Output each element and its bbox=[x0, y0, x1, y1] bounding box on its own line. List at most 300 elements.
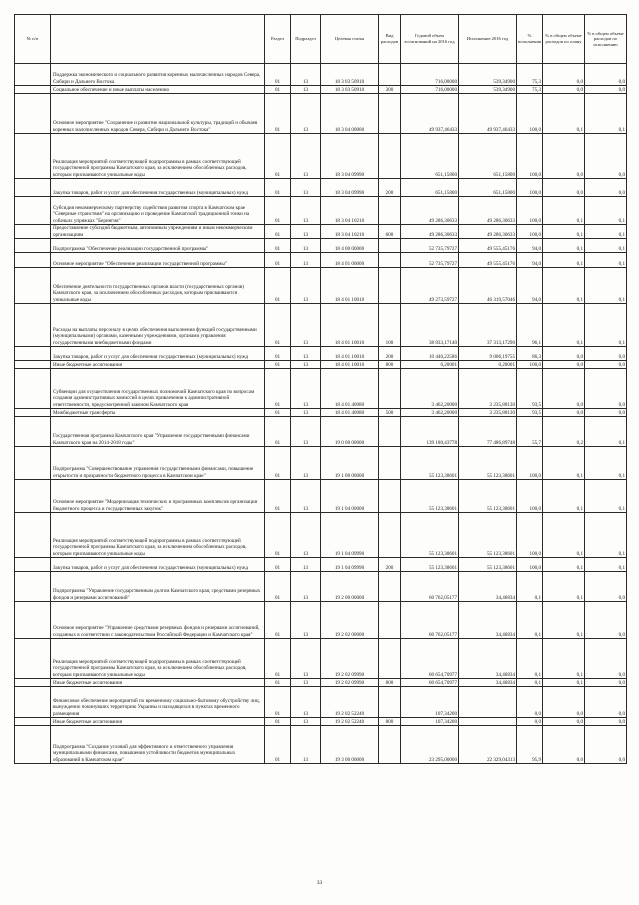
cell-num bbox=[15, 572, 51, 602]
cell-section: 01 bbox=[265, 480, 291, 513]
table-row bbox=[15, 369, 627, 409]
cell-percent-execution: 100,0 bbox=[517, 558, 543, 572]
cell-target-article: 18 4 00 00000 bbox=[321, 239, 379, 253]
cell-execution: 34,46834 bbox=[459, 679, 517, 687]
cell-item-name: Государственная программа Камчатского края "Управление государственными финансами Камчатского края на 2014-2018 годы" bbox=[51, 417, 265, 447]
cell-expense-type: 200 bbox=[379, 558, 401, 572]
cell-execution: 651,15800 bbox=[459, 179, 517, 197]
table-row bbox=[15, 64, 627, 86]
header-annual-plan: Годовой объем ассигнований на 2016 год bbox=[401, 15, 459, 64]
cell-num bbox=[15, 304, 51, 347]
table-body bbox=[15, 64, 627, 764]
cell-num bbox=[15, 558, 51, 572]
cell-share-execution: 0,0 bbox=[585, 369, 627, 409]
cell-share-execution: 0,0 bbox=[585, 687, 627, 718]
cell-num bbox=[15, 679, 51, 687]
cell-share-execution: 0,0 bbox=[585, 134, 627, 179]
cell-share-execution: 0,0 bbox=[585, 86, 627, 94]
cell-share-plan: 0,0 bbox=[543, 64, 585, 86]
cell-expense-type: 200 bbox=[379, 347, 401, 361]
table-row bbox=[15, 361, 627, 369]
cell-num bbox=[15, 268, 51, 304]
cell-expense-type bbox=[379, 197, 401, 225]
cell-annual-plan: 716,00000 bbox=[401, 64, 459, 86]
cell-share-execution: 0,1 bbox=[585, 225, 627, 239]
cell-share-plan: 0,0 bbox=[543, 86, 585, 94]
cell-subsection: 13 bbox=[291, 197, 321, 225]
cell-expense-type bbox=[379, 268, 401, 304]
cell-share-plan: 0,1 bbox=[543, 225, 585, 239]
cell-execution: 34,46834 bbox=[459, 639, 517, 679]
cell-execution: 55 123,38601 bbox=[459, 558, 517, 572]
cell-annual-plan: 716,00000 bbox=[401, 86, 459, 94]
cell-expense-type bbox=[379, 134, 401, 179]
cell-subsection: 13 bbox=[291, 361, 321, 369]
table-row bbox=[15, 480, 627, 513]
cell-subsection: 13 bbox=[291, 347, 321, 361]
cell-percent-execution: 95,9 bbox=[517, 726, 543, 764]
cell-execution: 539,34900 bbox=[459, 64, 517, 86]
cell-subsection: 13 bbox=[291, 369, 321, 409]
cell-annual-plan: 60 762,05177 bbox=[401, 572, 459, 602]
cell-annual-plan: 49 286,30633 bbox=[401, 225, 459, 239]
cell-num bbox=[15, 726, 51, 764]
cell-item-name: Поддержка экономического и социального развития коренных малочисленных народов Севера, Сибири и Дальнего Востока bbox=[51, 64, 265, 86]
cell-expense-type: 800 bbox=[379, 361, 401, 369]
cell-expense-type bbox=[379, 369, 401, 409]
cell-annual-plan: 23 295,00000 bbox=[401, 726, 459, 764]
cell-share-plan: 0,1 bbox=[543, 558, 585, 572]
cell-item-name: Закупка товаров, работ и услуг для обеспечения государственных (муниципальных) нужд bbox=[51, 347, 265, 361]
cell-share-execution: 0,0 bbox=[585, 718, 627, 726]
cell-subsection: 13 bbox=[291, 558, 321, 572]
cell-target-article: 19 1 04 09990 bbox=[321, 513, 379, 558]
cell-share-plan: 0,1 bbox=[543, 253, 585, 268]
cell-target-article: 18 3 04 09990 bbox=[321, 179, 379, 197]
cell-target-article: 19 1 04 00000 bbox=[321, 480, 379, 513]
cell-expense-type: 800 bbox=[379, 679, 401, 687]
cell-item-name: Иные бюджетные ассигнования bbox=[51, 361, 265, 369]
cell-target-article: 18 3 04 10210 bbox=[321, 225, 379, 239]
cell-execution: 22 329,04313 bbox=[459, 726, 517, 764]
cell-percent-execution: 0,1 bbox=[517, 602, 543, 639]
cell-item-name: Субсидия некоммерческому партнерству содействия развития спорта в Камчатском крае "Северные странствия" на организацию и проведение Камчатской традиционной гонки на собачьих упряжках "Берингия" bbox=[51, 197, 265, 225]
cell-expense-type bbox=[379, 480, 401, 513]
table-row bbox=[15, 179, 627, 197]
cell-section: 01 bbox=[265, 94, 291, 134]
cell-subsection: 13 bbox=[291, 718, 321, 726]
cell-share-plan: 0,0 bbox=[543, 409, 585, 417]
cell-percent-execution: 100,0 bbox=[517, 447, 543, 480]
cell-execution: 55 123,38601 bbox=[459, 447, 517, 480]
cell-target-article: 18 3 04 09990 bbox=[321, 134, 379, 179]
cell-section: 01 bbox=[265, 513, 291, 558]
cell-section: 01 bbox=[265, 134, 291, 179]
cell-num bbox=[15, 197, 51, 225]
cell-subsection: 13 bbox=[291, 179, 321, 197]
cell-share-plan: 0,1 bbox=[543, 639, 585, 679]
cell-target-article: 18 4 01 10010 bbox=[321, 361, 379, 369]
cell-subsection: 13 bbox=[291, 639, 321, 679]
cell-subsection: 13 bbox=[291, 687, 321, 718]
cell-section: 01 bbox=[265, 687, 291, 718]
cell-num bbox=[15, 409, 51, 417]
cell-share-execution: 0,0 bbox=[585, 361, 627, 369]
cell-share-execution: 0,1 bbox=[585, 268, 627, 304]
cell-annual-plan: 49 273,59727 bbox=[401, 268, 459, 304]
cell-execution: 49 286,30633 bbox=[459, 225, 517, 239]
cell-share-execution: 0,0 bbox=[585, 679, 627, 687]
cell-item-name: Субвенции для осуществления государственных полномочий Камчатского края по вопросам создания административных комиссий в целях привлечения к административной ответственности, предусмотренной законом Камчатского края bbox=[51, 369, 265, 409]
cell-execution: 37 313,17290 bbox=[459, 304, 517, 347]
cell-subsection: 13 bbox=[291, 417, 321, 447]
cell-execution: 46 319,57046 bbox=[459, 268, 517, 304]
cell-item-name: Закупка товаров, работ и услуг для обеспечения государственных (муниципальных) нужд bbox=[51, 558, 265, 572]
cell-share-execution: 0,1 bbox=[585, 513, 627, 558]
cell-share-execution: 0,0 bbox=[585, 726, 627, 764]
cell-subsection: 13 bbox=[291, 64, 321, 86]
cell-expense-type bbox=[379, 602, 401, 639]
cell-num bbox=[15, 369, 51, 409]
cell-annual-plan: 60 762,05177 bbox=[401, 602, 459, 639]
cell-target-article: 19 2 00 00000 bbox=[321, 572, 379, 602]
cell-percent-execution: 75,3 bbox=[517, 64, 543, 86]
cell-item-name: Закупка товаров, работ и услуг для обеспечения государственных (муниципальных) нужд bbox=[51, 179, 265, 197]
cell-item-name: Подпрограмма "Совершенствование управления государственными финансами, повышение открытости и прозрачности бюджетного процесса в Камчатском крае" bbox=[51, 447, 265, 480]
cell-annual-plan: 52 735,79727 bbox=[401, 239, 459, 253]
cell-expense-type bbox=[379, 572, 401, 602]
cell-annual-plan: 55 123,38601 bbox=[401, 480, 459, 513]
cell-expense-type: 100 bbox=[379, 304, 401, 347]
cell-num bbox=[15, 718, 51, 726]
cell-execution: 55 123,38601 bbox=[459, 513, 517, 558]
cell-section: 01 bbox=[265, 347, 291, 361]
cell-item-name: Основное мероприятие "Обеспечение реализации государственной программы" bbox=[51, 253, 265, 268]
cell-percent-execution: 100,0 bbox=[517, 134, 543, 179]
cell-percent-execution: 0,0 bbox=[517, 687, 543, 718]
cell-share-plan: 0,0 bbox=[543, 718, 585, 726]
table-row bbox=[15, 197, 627, 225]
cell-percent-execution: 93,5 bbox=[517, 409, 543, 417]
cell-expense-type bbox=[379, 253, 401, 268]
cell-execution: 9 006,19755 bbox=[459, 347, 517, 361]
cell-annual-plan: 107,34200 bbox=[401, 718, 459, 726]
cell-section: 01 bbox=[265, 726, 291, 764]
cell-section: 01 bbox=[265, 369, 291, 409]
table-row bbox=[15, 409, 627, 417]
table-row bbox=[15, 304, 627, 347]
cell-subsection: 13 bbox=[291, 225, 321, 239]
cell-annual-plan: 139 180,43778 bbox=[401, 417, 459, 447]
cell-section: 01 bbox=[265, 639, 291, 679]
table-row bbox=[15, 268, 627, 304]
cell-annual-plan: 0,20001 bbox=[401, 361, 459, 369]
cell-num bbox=[15, 239, 51, 253]
cell-share-plan: 0,1 bbox=[543, 268, 585, 304]
cell-item-name: Иные бюджетные ассигнования bbox=[51, 679, 265, 687]
table-row bbox=[15, 417, 627, 447]
budget-execution-table bbox=[14, 14, 627, 764]
cell-num bbox=[15, 513, 51, 558]
cell-target-article: 18 3 04 10210 bbox=[321, 197, 379, 225]
cell-execution: 49 555,45176 bbox=[459, 253, 517, 268]
cell-execution: 34,46834 bbox=[459, 602, 517, 639]
cell-share-execution: 0,1 bbox=[585, 94, 627, 134]
cell-subsection: 13 bbox=[291, 134, 321, 179]
cell-section: 01 bbox=[265, 253, 291, 268]
cell-num bbox=[15, 480, 51, 513]
table-row bbox=[15, 86, 627, 94]
cell-target-article: 19 0 00 00000 bbox=[321, 417, 379, 447]
cell-share-execution: 0,1 bbox=[585, 558, 627, 572]
cell-share-plan: 0,0 bbox=[543, 369, 585, 409]
cell-subsection: 13 bbox=[291, 86, 321, 94]
cell-num bbox=[15, 687, 51, 718]
table-row bbox=[15, 347, 627, 361]
page-number: 33 bbox=[316, 880, 323, 886]
cell-num bbox=[15, 64, 51, 86]
cell-share-execution: 0,1 bbox=[585, 480, 627, 513]
cell-target-article: 19 2 02 52240 bbox=[321, 718, 379, 726]
cell-annual-plan: 3 462,20000 bbox=[401, 409, 459, 417]
cell-share-plan: 0,2 bbox=[543, 417, 585, 447]
cell-execution: 55 123,38601 bbox=[459, 480, 517, 513]
cell-percent-execution: 0,0 bbox=[517, 718, 543, 726]
cell-num bbox=[15, 86, 51, 94]
cell-percent-execution: 100,0 bbox=[517, 513, 543, 558]
cell-share-plan: 0,1 bbox=[543, 304, 585, 347]
cell-execution: 49 286,30633 bbox=[459, 197, 517, 225]
cell-item-name: Реализация мероприятий соответствующей подпрограммы в рамках соответствующей государственной программы Камчатского края, за исключением обособленных расходов, которым присваиваются уникальные коды bbox=[51, 639, 265, 679]
cell-num bbox=[15, 94, 51, 134]
cell-execution bbox=[459, 687, 517, 718]
header-num: № п/п bbox=[15, 15, 51, 64]
cell-subsection: 13 bbox=[291, 268, 321, 304]
cell-percent-execution: 0,1 bbox=[517, 572, 543, 602]
cell-section: 01 bbox=[265, 718, 291, 726]
cell-share-plan: 0,0 bbox=[543, 179, 585, 197]
cell-target-article: 18 3 04 00000 bbox=[321, 94, 379, 134]
cell-target-article: 18 3 03 50910 bbox=[321, 86, 379, 94]
cell-target-article: 19 1 00 00000 bbox=[321, 447, 379, 480]
cell-share-plan: 0,1 bbox=[543, 679, 585, 687]
header-name bbox=[51, 15, 265, 64]
cell-share-plan: 0,0 bbox=[543, 361, 585, 369]
table-row bbox=[15, 602, 627, 639]
cell-subsection: 13 bbox=[291, 726, 321, 764]
cell-item-name: Расходы на выплаты персоналу в целях обеспечения выполнения функций государственными (муниципальными) органами, казенными учреждениями, органами управления государственными внебюджетными фондами bbox=[51, 304, 265, 347]
cell-percent-execution: 0,1 bbox=[517, 679, 543, 687]
cell-expense-type bbox=[379, 94, 401, 134]
cell-section: 01 bbox=[265, 64, 291, 86]
header-execution: Исполнение 2016 год bbox=[459, 15, 517, 64]
cell-item-name: Основное мероприятие "Управление средствами резервных фондов и резервами ассигнований, созданных в соответствии с законодательством Российской Федерации и Камчатского края" bbox=[51, 602, 265, 639]
cell-item-name: Финансовое обеспечение мероприятий по временному социально-бытовому обустройству лиц, вынужденно покинувших территорию Украины и находящихся в пунктах временного размещения bbox=[51, 687, 265, 718]
cell-execution: 539,34900 bbox=[459, 86, 517, 94]
cell-share-plan: 0,0 bbox=[543, 687, 585, 718]
cell-percent-execution: 100,0 bbox=[517, 197, 543, 225]
cell-annual-plan: 651,15800 bbox=[401, 134, 459, 179]
cell-share-execution: 0,1 bbox=[585, 447, 627, 480]
cell-annual-plan: 52 735,79727 bbox=[401, 253, 459, 268]
cell-section: 01 bbox=[265, 304, 291, 347]
table-row bbox=[15, 225, 627, 239]
cell-share-execution: 0,0 bbox=[585, 602, 627, 639]
cell-num bbox=[15, 639, 51, 679]
header-expense-type: Вид расходов bbox=[379, 15, 401, 64]
cell-annual-plan: 55 123,38601 bbox=[401, 558, 459, 572]
cell-expense-type: 600 bbox=[379, 225, 401, 239]
cell-percent-execution: 93,5 bbox=[517, 369, 543, 409]
table-row bbox=[15, 253, 627, 268]
cell-share-plan: 0,0 bbox=[543, 347, 585, 361]
header-section: Раздел bbox=[265, 15, 291, 64]
cell-section: 01 bbox=[265, 572, 291, 602]
cell-share-execution: 0,0 bbox=[585, 179, 627, 197]
cell-item-name: Основное мероприятие "Сохранение и развитие национальной культуры, традиций и обычаев коренных малочисленных народов Севера, Сибири и Дальнего Востока" bbox=[51, 94, 265, 134]
cell-share-execution: 0,1 bbox=[585, 304, 627, 347]
cell-share-execution: 0,1 bbox=[585, 239, 627, 253]
cell-share-execution: 0,0 bbox=[585, 347, 627, 361]
cell-annual-plan: 55 123,38601 bbox=[401, 447, 459, 480]
header-subsection: Подраздел bbox=[291, 15, 321, 64]
cell-share-plan: 0,1 bbox=[543, 480, 585, 513]
cell-item-name: Реализация мероприятий соответствующей подпрограммы в рамках соответствующей государственной программы Камчатского края, за исключением обособленных расходов, которым присваиваются уникальные коды bbox=[51, 134, 265, 179]
cell-num bbox=[15, 225, 51, 239]
cell-subsection: 13 bbox=[291, 447, 321, 480]
header-share-execution: % в общем объеме расходов по исполнению bbox=[585, 15, 627, 64]
cell-percent-execution: 94,0 bbox=[517, 253, 543, 268]
cell-share-execution: 0,0 bbox=[585, 572, 627, 602]
cell-num bbox=[15, 179, 51, 197]
cell-annual-plan: 107,34200 bbox=[401, 687, 459, 718]
cell-section: 01 bbox=[265, 179, 291, 197]
cell-num bbox=[15, 253, 51, 268]
cell-percent-execution: 100,0 bbox=[517, 361, 543, 369]
cell-share-plan: 0,1 bbox=[543, 602, 585, 639]
cell-target-article: 19 1 04 09990 bbox=[321, 558, 379, 572]
cell-item-name: Межбюджетные трансферты bbox=[51, 409, 265, 417]
cell-num bbox=[15, 134, 51, 179]
cell-subsection: 13 bbox=[291, 513, 321, 558]
cell-target-article: 18 3 03 50910 bbox=[321, 64, 379, 86]
cell-expense-type bbox=[379, 726, 401, 764]
cell-section: 01 bbox=[265, 447, 291, 480]
cell-execution bbox=[459, 718, 517, 726]
table-row bbox=[15, 239, 627, 253]
cell-annual-plan: 651,15800 bbox=[401, 179, 459, 197]
cell-percent-execution: 75,3 bbox=[517, 86, 543, 94]
cell-execution: 651,15800 bbox=[459, 134, 517, 179]
cell-percent-execution: 100,0 bbox=[517, 480, 543, 513]
cell-percent-execution: 86,3 bbox=[517, 347, 543, 361]
cell-annual-plan: 60 654,70977 bbox=[401, 639, 459, 679]
table-header bbox=[15, 15, 627, 64]
cell-target-article: 19 2 02 09990 bbox=[321, 639, 379, 679]
cell-item-name: Подпрограмма "Управление государственным долгом Камчатского края, средствами резервных фондов и резервами ассигнований" bbox=[51, 572, 265, 602]
cell-percent-execution: 94,0 bbox=[517, 268, 543, 304]
cell-subsection: 13 bbox=[291, 304, 321, 347]
table-row bbox=[15, 513, 627, 558]
cell-target-article: 18 4 01 40080 bbox=[321, 369, 379, 409]
table-row bbox=[15, 687, 627, 718]
cell-share-plan: 0,1 bbox=[543, 197, 585, 225]
header-percent-execution: % исполнения bbox=[517, 15, 543, 64]
cell-expense-type: 200 bbox=[379, 179, 401, 197]
table-row bbox=[15, 572, 627, 602]
table-row bbox=[15, 726, 627, 764]
cell-share-execution: 0,0 bbox=[585, 639, 627, 679]
header-share-plan: % в общем объеме расходов по плану bbox=[543, 15, 585, 64]
cell-share-plan: 0,0 bbox=[543, 134, 585, 179]
cell-num bbox=[15, 447, 51, 480]
cell-expense-type bbox=[379, 639, 401, 679]
cell-percent-execution: 55,7 bbox=[517, 417, 543, 447]
cell-share-plan: 0,1 bbox=[543, 447, 585, 480]
cell-subsection: 13 bbox=[291, 409, 321, 417]
cell-section: 01 bbox=[265, 86, 291, 94]
cell-annual-plan: 10 440,22586 bbox=[401, 347, 459, 361]
table-row bbox=[15, 558, 627, 572]
cell-subsection: 13 bbox=[291, 253, 321, 268]
header-target-article: Целевая статья bbox=[321, 15, 379, 64]
cell-subsection: 13 bbox=[291, 94, 321, 134]
cell-num bbox=[15, 417, 51, 447]
cell-target-article: 18 4 01 00000 bbox=[321, 253, 379, 268]
cell-section: 01 bbox=[265, 197, 291, 225]
table-row bbox=[15, 94, 627, 134]
cell-expense-type: 500 bbox=[379, 409, 401, 417]
cell-section: 01 bbox=[265, 225, 291, 239]
cell-target-article: 19 3 00 00000 bbox=[321, 726, 379, 764]
cell-item-name: Основное мероприятие "Модернизация технических и программных комплексов организации бюджетного процесса и государственных закупок" bbox=[51, 480, 265, 513]
cell-execution: 34,46834 bbox=[459, 572, 517, 602]
cell-item-name: Подпрограмма "Создание условий для эффективного и ответственного управления муниципальными финансами, повышения устойчивости бюджетов муниципальных образований в Камчатском крае" bbox=[51, 726, 265, 764]
cell-subsection: 13 bbox=[291, 602, 321, 639]
cell-execution: 49 937,46433 bbox=[459, 94, 517, 134]
cell-num bbox=[15, 347, 51, 361]
cell-expense-type bbox=[379, 687, 401, 718]
cell-percent-execution: 100,0 bbox=[517, 94, 543, 134]
cell-percent-execution: 100,0 bbox=[517, 225, 543, 239]
table-row bbox=[15, 447, 627, 480]
cell-target-article: 18 4 01 40080 bbox=[321, 409, 379, 417]
cell-share-execution: 0,1 bbox=[585, 253, 627, 268]
cell-subsection: 13 bbox=[291, 480, 321, 513]
cell-expense-type: 800 bbox=[379, 718, 401, 726]
cell-item-name: Социальное обеспечение и иные выплаты населению bbox=[51, 86, 265, 94]
cell-share-plan: 0,1 bbox=[543, 513, 585, 558]
cell-execution: 3 235,88130 bbox=[459, 369, 517, 409]
cell-share-plan: 0,1 bbox=[543, 239, 585, 253]
table-row bbox=[15, 718, 627, 726]
table-row bbox=[15, 134, 627, 179]
cell-item-name: Иные бюджетные ассигнования bbox=[51, 718, 265, 726]
cell-annual-plan: 60 654,70977 bbox=[401, 679, 459, 687]
cell-target-article: 19 2 02 52240 bbox=[321, 687, 379, 718]
cell-num bbox=[15, 361, 51, 369]
cell-share-execution: 0,0 bbox=[585, 64, 627, 86]
cell-target-article: 18 4 01 10010 bbox=[321, 347, 379, 361]
cell-expense-type bbox=[379, 239, 401, 253]
cell-percent-execution: 100,0 bbox=[517, 179, 543, 197]
cell-target-article: 18 4 01 10010 bbox=[321, 304, 379, 347]
cell-percent-execution: 94,0 bbox=[517, 239, 543, 253]
cell-execution: 3 235,88130 bbox=[459, 409, 517, 417]
cell-subsection: 13 bbox=[291, 572, 321, 602]
cell-execution: 49 555,45176 bbox=[459, 239, 517, 253]
cell-annual-plan: 49 286,30633 bbox=[401, 197, 459, 225]
